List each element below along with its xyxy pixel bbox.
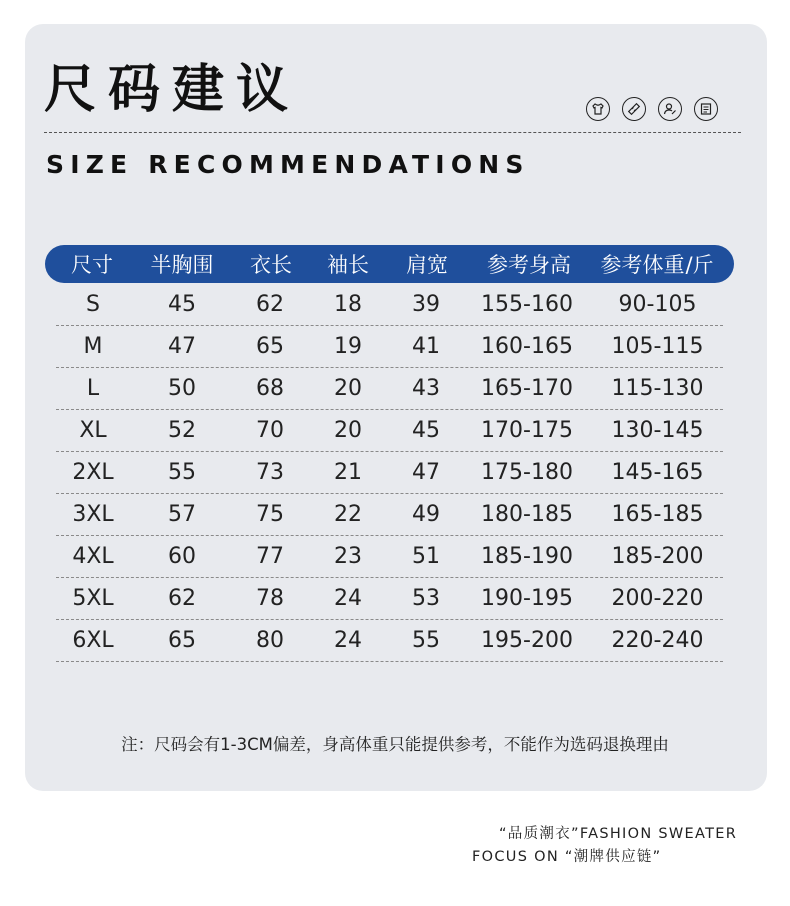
footer-slogan-1: “品质潮衣”FASHION SWEATER	[499, 826, 738, 842]
cell-size: 5XL	[72, 586, 114, 611]
cell-height: 190-195	[481, 586, 573, 611]
footer-slogan-2: FOCUS ON “潮牌供应链”	[472, 849, 662, 865]
table-row	[56, 284, 723, 326]
header-weight-label: 参考体重	[600, 253, 685, 277]
cell-sleeve: 23	[334, 544, 362, 569]
size-note: 注：尺码会有1-3CM偏差，身高体重只能提供参考，不能作为选码退换理由	[121, 735, 669, 754]
table-row	[56, 536, 723, 578]
cell-half-chest: 65	[168, 628, 196, 653]
cell-half-chest: 60	[168, 544, 196, 569]
cell-weight: 185-200	[611, 544, 704, 569]
cell-shoulder: 55	[412, 628, 440, 653]
cell-length: 68	[256, 376, 284, 401]
cell-shoulder: 49	[412, 502, 440, 527]
cell-height: 155-160	[481, 292, 573, 317]
cell-sleeve: 19	[334, 334, 362, 359]
icon-group	[586, 97, 718, 121]
tape-measure-icon	[622, 97, 646, 121]
header-half-chest: 半胸围	[150, 253, 214, 277]
cell-weight: 115-130	[611, 376, 704, 401]
cell-size: XL	[79, 418, 107, 443]
cell-size: L	[86, 376, 100, 401]
cell-height: 195-200	[481, 628, 573, 653]
cell-sleeve: 22	[334, 502, 362, 527]
cell-half-chest: 47	[168, 334, 196, 359]
cell-size: 4XL	[72, 544, 114, 569]
shirt-icon	[586, 97, 610, 121]
cell-shoulder: 51	[412, 544, 440, 569]
table-row	[56, 410, 723, 452]
person-edit-icon	[658, 97, 682, 121]
cell-shoulder: 47	[412, 460, 440, 485]
table-row	[56, 452, 723, 494]
cell-length: 65	[256, 334, 284, 359]
cell-weight: 220-240	[611, 628, 704, 653]
cell-weight: 165-185	[611, 502, 704, 527]
cell-weight: 105-115	[611, 334, 704, 359]
cell-height: 175-180	[481, 460, 573, 485]
cell-length: 75	[256, 502, 284, 527]
cell-height: 165-170	[481, 376, 573, 401]
cell-shoulder: 53	[412, 586, 440, 611]
header-size: 尺寸	[71, 253, 113, 277]
cell-size: 6XL	[72, 628, 114, 653]
table-header	[45, 245, 734, 283]
header-shoulder: 肩宽	[406, 253, 448, 277]
cell-length: 62	[256, 292, 284, 317]
cell-size: 2XL	[72, 460, 114, 485]
cell-half-chest: 57	[168, 502, 196, 527]
page-title: 尺码建议	[44, 60, 301, 120]
cell-size: S	[86, 292, 100, 317]
cell-height: 180-185	[481, 502, 573, 527]
cell-sleeve: 24	[334, 586, 362, 611]
cell-half-chest: 55	[168, 460, 196, 485]
cell-height: 185-190	[481, 544, 573, 569]
cell-length: 80	[256, 628, 284, 653]
cell-weight: 90-105	[618, 292, 697, 317]
cell-length: 73	[256, 460, 284, 485]
cell-half-chest: 45	[168, 292, 196, 317]
table-row	[56, 368, 723, 410]
cell-size: M	[83, 334, 103, 359]
table-row	[56, 494, 723, 536]
weight-unit: /斤	[685, 253, 714, 277]
cell-weight: 130-145	[611, 418, 704, 443]
cell-weight: 200-220	[611, 586, 704, 611]
cell-sleeve: 21	[334, 460, 362, 485]
table-row	[56, 326, 723, 368]
cell-length: 70	[256, 418, 284, 443]
cell-sleeve: 20	[334, 418, 362, 443]
cell-shoulder: 45	[412, 418, 440, 443]
cell-weight: 145-165	[611, 460, 704, 485]
cell-length: 77	[256, 544, 284, 569]
cell-length: 78	[256, 586, 284, 611]
title-divider	[44, 132, 741, 133]
cell-half-chest: 50	[168, 376, 196, 401]
cell-shoulder: 43	[412, 376, 440, 401]
cell-height: 170-175	[481, 418, 573, 443]
cell-sleeve: 24	[334, 628, 362, 653]
cell-sleeve: 20	[334, 376, 362, 401]
cell-shoulder: 41	[412, 334, 440, 359]
page-subtitle: SIZE RECOMMENDATIONS	[46, 150, 530, 179]
cell-half-chest: 52	[168, 418, 196, 443]
header-weight	[583, 249, 731, 279]
cell-size: 3XL	[72, 502, 114, 527]
header-length: 衣长	[250, 253, 292, 277]
header-height: 参考身高	[487, 253, 571, 277]
table-row	[56, 578, 723, 620]
cell-sleeve: 18	[334, 292, 362, 317]
table-row	[56, 620, 723, 662]
cell-shoulder: 39	[412, 292, 440, 317]
cell-half-chest: 62	[168, 586, 196, 611]
cell-height: 160-165	[481, 334, 573, 359]
document-icon	[694, 97, 718, 121]
size-table-body	[56, 284, 723, 662]
header-sleeve: 袖长	[327, 253, 369, 277]
